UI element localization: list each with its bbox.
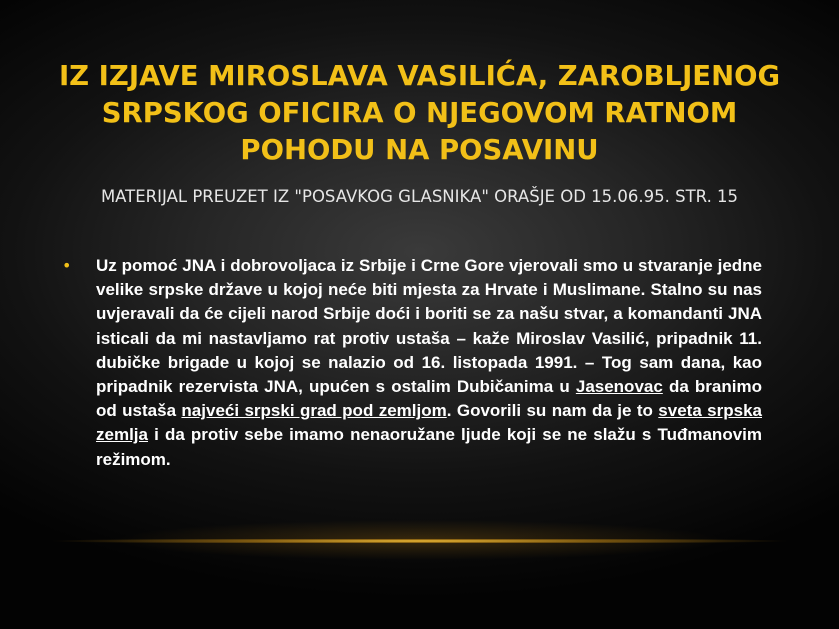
- underlined-phrase-largest-city: najveći srpski grad pod zemljom: [181, 401, 447, 421]
- paragraph-text-part-3: . Govorili su nam da je to: [446, 401, 659, 421]
- underlined-phrase-holy-land: sveta srpska zemlja: [96, 401, 762, 445]
- list-item: [62, 254, 762, 472]
- paragraph-text-part-2: da branimo od ustaša: [96, 377, 762, 421]
- paragraph-text-part-4: i da protiv sebe imamo nenaoružane ljude koji se ne slažu s Tuđmanovim režimom.: [96, 425, 762, 469]
- bullet-icon: •: [62, 256, 72, 275]
- body-paragraph: [96, 254, 762, 472]
- slide-subtitle: MATERIJAL PREUZET IZ "POSAVKOG GLASNIKA" ORAŠJE OD 15.06.95. STR. 15: [100, 187, 739, 206]
- decorative-divider-line: [0, 539, 839, 543]
- slide-title: IZ IZJAVE MIROSLAVA VASILIĆA, ZAROBLJENOG SRPSKOG OFICIRA O NJEGOVOM RATNOM POHODU NA POSAVINU: [58, 60, 781, 166]
- body-list: [62, 254, 762, 472]
- underlined-phrase-jasenovac: Jasenovac: [575, 377, 663, 397]
- paragraph-text-part-1: Uz pomoć JNA i dobrovoljaca iz Srbije i Crne Gore vjerovali smo u stvaranje jedne velike srpske države u kojoj neće biti mjesta za Hrvate i Muslimane. Stalno su nas uvjeravali da će cijeli narod Srbije doći i boriti se za našu stvar, a komandanti JNA isticali da mi nastavljamo rat protiv ustaša – kaže Miroslav Vasilić, pripadnik 11. dubičke brigade u kojoj se nalazio od 16. listopada 1991. – Tog sam dana, kao pripadnik rezervista JNA, upućen s ostalim Dubičanima u: [96, 256, 762, 397]
